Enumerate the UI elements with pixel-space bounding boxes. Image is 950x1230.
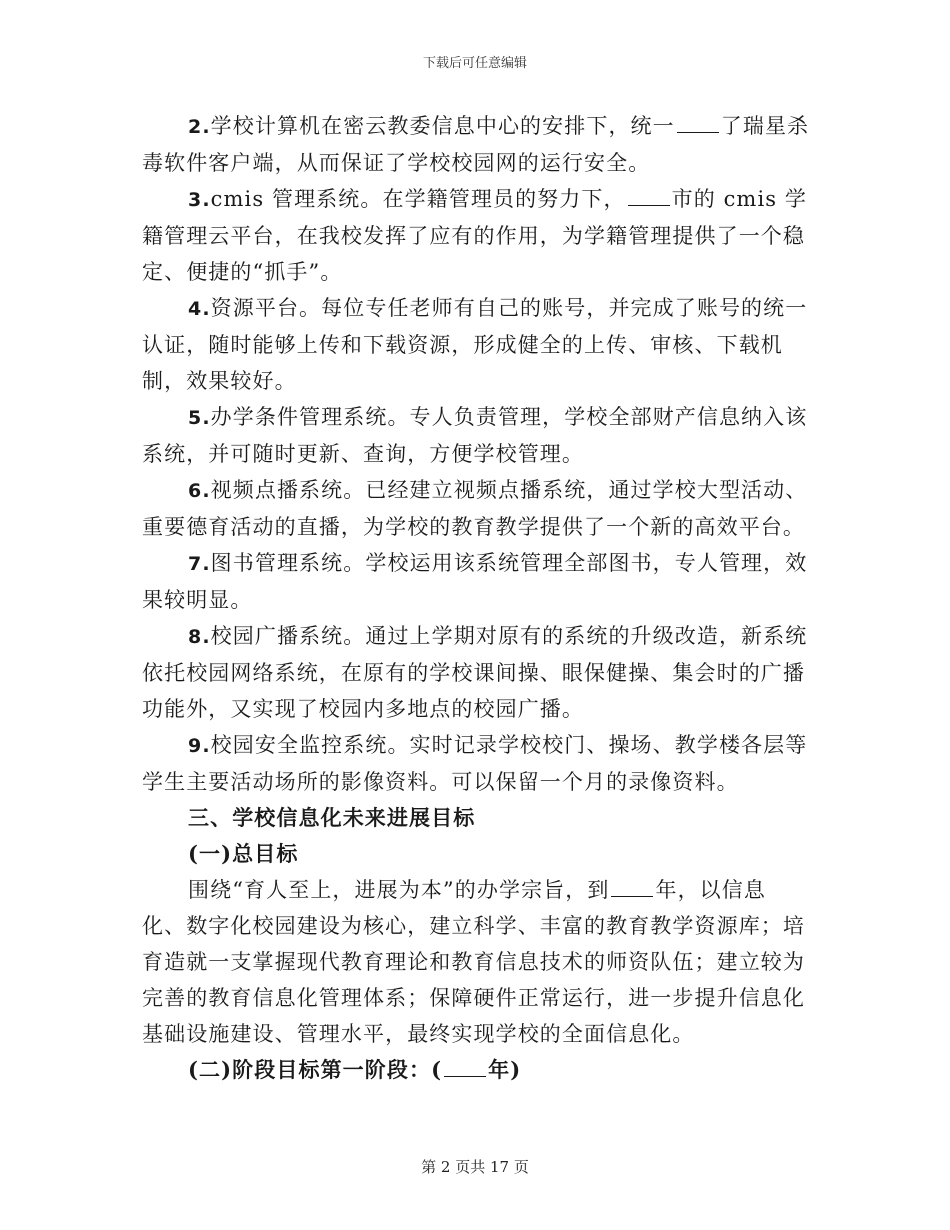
item-3: 3.cmis 管理系统。在学籍管理员的努力下， 市的 cmis 学籍管理云平台，在我校发挥了应有的作用，为学籍管理提供了一个稳定、便捷的“抓手”。 bbox=[142, 187, 808, 284]
item-9: 9.校园安全监控系统。实时记录学校校门、操场、教学楼各层等学生主要活动场所的影像资料。可以保留一个月的录像资料。 bbox=[142, 733, 808, 794]
fill-blank bbox=[611, 878, 653, 897]
document-body bbox=[142, 108, 810, 1088]
page-footer: 第 2 页共 17 页 bbox=[421, 1158, 529, 1176]
item-number: 3. bbox=[188, 189, 211, 211]
subsection-heading-total-goal: (一)总目标 bbox=[188, 841, 299, 866]
item-number: 5. bbox=[188, 407, 211, 429]
item-7: 7.图书管理系统。学校运用该系统管理全部图书，专人管理，效果较明显。 bbox=[142, 551, 808, 612]
item-2: 2.学校计算机在密云教委信息中心的安排下，统一 了瑞星杀毒软件客户端，从而保证了学校校园网的运行安全。 bbox=[142, 114, 810, 175]
item-8: 8.校园广播系统。通过上学期对原有的系统的升级改造，新系统依托校园网络系统，在原有的学校课间操、眼保健操、集会时的广播功能外，又实现了校园内多地点的校园广播。 bbox=[142, 624, 808, 721]
item-number: 7. bbox=[188, 553, 211, 575]
fill-blank bbox=[628, 187, 670, 206]
item-number: 2. bbox=[188, 116, 211, 138]
item-number: 9. bbox=[188, 735, 211, 757]
item-number: 4. bbox=[188, 298, 211, 320]
item-6: 6.视频点播系统。已经建立视频点播系统，通过学校大型活动、重要德育活动的直播，为学校的教育教学提供了一个新的高效平台。 bbox=[142, 478, 808, 539]
item-number: 8. bbox=[188, 626, 211, 648]
page-header: 下载后可任意编辑 bbox=[422, 56, 527, 71]
total-goal-paragraph: 围绕“育人至上，进展为本”的办学宗旨，到 年，以信息化、数字化校园建设为核心，建立科学、丰富的教育教学资源库；培育造就一支掌握现代教育理论和教育信息技术的师资队伍；建立较为完善的教育信息化管理体系；保障硬件正常运行，进一步提升信息化基础设施建设、管理水平，最终实现学校的全面信息化。 bbox=[142, 878, 805, 1046]
subsection-heading-stage-goal: (二)阶段目标第一阶段：( 年) bbox=[188, 1057, 522, 1082]
fill-blank bbox=[444, 1058, 486, 1077]
section-heading: 三、学校信息化未来进展目标 bbox=[188, 805, 476, 830]
fill-blank bbox=[677, 114, 719, 133]
item-5: 5.办学条件管理系统。专人负责管理，学校全部财产信息纳入该系统，并可随时更新、查询，方便学校管理。 bbox=[142, 405, 808, 466]
item-number: 6. bbox=[188, 480, 211, 502]
item-4: 4.资源平台。每位专任老师有自己的账号，并完成了账号的统一认证，随时能够上传和下载资源，形成健全的上传、审核、下载机制，效果较好。 bbox=[142, 296, 808, 393]
